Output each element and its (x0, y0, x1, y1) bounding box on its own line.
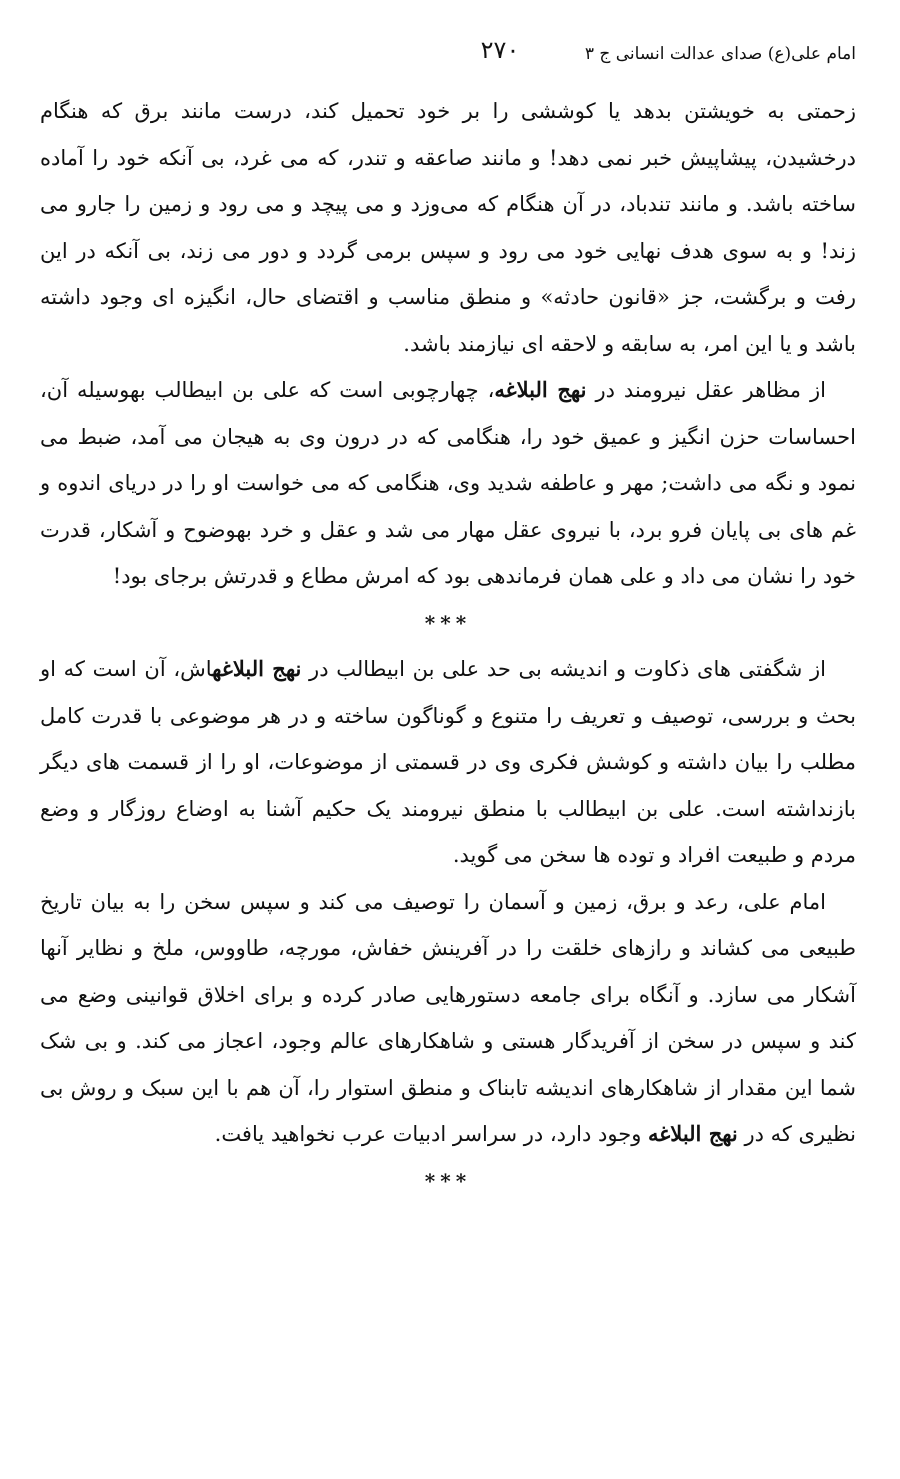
paragraph (40, 88, 856, 367)
page-number: ۲۷۰ (480, 36, 520, 64)
section-separator: *** (424, 610, 472, 635)
text-segment: امام علی، رعد و برق، زمین و آسمان را توصیف می کند و سپس سخن را به بیان تاریخ طبیعی می کشاند و رازهای خلقت را در آفرینش خفاش، مورچه، طاووس، ملخ و نظایر آنها آشکار می سازد. و آنگاه برای جامعه دستورهایی صادر کرده و برای اخلاق قوانینی وضع می کند و سپس در سخن از آفریدگار هستی و شاهکارهای عالم وجود، اعجاز می کند. و بی شک شما این مقدار از شاهکارهای اندیشه تابناک و منطق استوار را، آن هم با این سبک و روش بی نظیری که در (40, 889, 856, 1146)
text-segment: از شگفتی های ذکاوت و اندیشه بی حد علی بن ابیطالب در (301, 657, 826, 681)
book-title-emphasis: نهج البلاغه (212, 656, 302, 681)
paragraph (40, 879, 856, 1158)
book-title-emphasis: نهج البلاغه (494, 377, 587, 402)
section-separator: *** (424, 1168, 472, 1193)
paragraph (40, 367, 856, 600)
text-segment: اش، آن است که او بحث و بررسی، توصیف و تعریف را متنوع و گوناگون ساخته و در هر موضوعی با قدرت کامل مطلب را بیان داشته و کوشش فکری وی در قسمتی از موضوعات، او را از قسمت های دیگر بازنداشته است. علی بن ابیطالب با منطق نیرومند یک حکیم آشنا به اوضاع روزگار و وضع مردم و طبیعت افراد و توده ها سخن می گوید. (40, 657, 856, 867)
body-text (40, 88, 856, 1204)
text-segment: از مظاهر عقل نیرومند در (586, 378, 826, 402)
book-title-emphasis: نهج البلاغه (648, 1121, 738, 1146)
running-title: امام علی(ع) صدای عدالت انسانی ج ۳ (584, 44, 856, 64)
text-segment: وجود دارد، در سراسر ادبیات عرب نخواهید یافت. (214, 1122, 649, 1146)
text-segment: زحمتی به خویشتن بدهد یا کوششی را بر خود تحمیل کند، درست مانند برق که هنگام درخشیدن، پیشاپیش خبر نمی دهد! و مانند صاعقه و تندر، که می غرد، بی آنکه خود را آماده ساخته باشد. و مانند تندباد، در آن هنگام که می‌وزد و می پیچد و می رود و زمین را جارو می زند! و به سوی هدف نهایی خود می رود و سپس برمی گردد و دور می زند، بی آنکه در این رفت و برگشت، جز «قانون حادثه» و منطق مناسب و اقتضای حال، انگیزه ای وجود داشته باشد و یا این امر، به سابقه و لاحقه ای نیازمند باشد. (40, 99, 856, 356)
page-header (40, 36, 856, 72)
text-segment: ، چهارچوبی است که علی بن ابیطالب بهوسیله آن، احساسات حزن انگیز و عمیق خود را، هنگامی که در درون وی به هیجان می آمد، ضبط می نمود و نگه می داشت; مهر و عاطفه شدید وی، هنگامی که می خواست او را در دریای اندوه و غم های بی پایان فرو برد، با نیروی عقل مهار می شد و عقل و خرد بهوضوح و آشکار، قدرت خود را نشان می داد و علی همان فرماندهی بود که امرش مطاع و قدرتش برجای بود! (40, 378, 856, 588)
paragraph (40, 646, 856, 879)
